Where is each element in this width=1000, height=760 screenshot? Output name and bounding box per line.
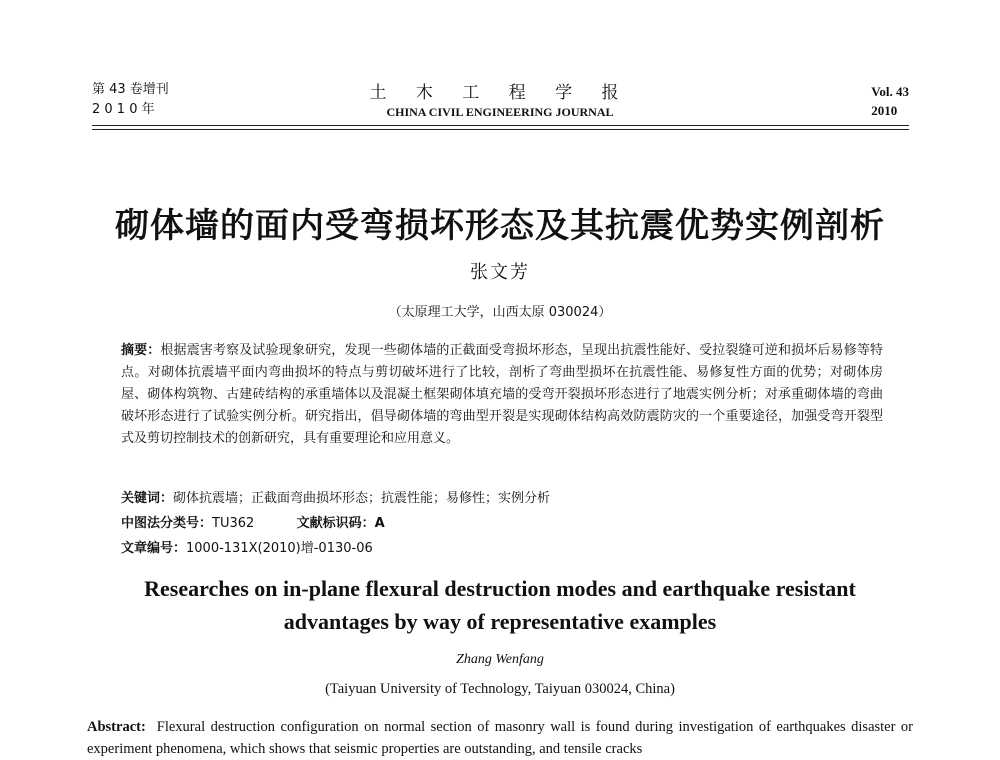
doc-code-label: 文献标识码： — [296, 516, 375, 531]
affiliation-en: (Taiyuan University of Technology, Taiyuan 030024, China) — [325, 681, 675, 697]
abstract-en — [87, 716, 913, 760]
journal-name-en: CHINA CIVIL ENGINEERING JOURNAL — [386, 105, 614, 119]
article-no-value: 1000-131X(2010)增-0130-06 — [186, 541, 373, 556]
article-no-label: 文章编号： — [121, 541, 187, 556]
keywords — [121, 487, 550, 506]
paper-title-en-line1: Researches on in-plane flexural destruction modes and earthquake resistant — [144, 576, 856, 601]
header-rule-thin — [92, 129, 909, 130]
article-number — [121, 537, 373, 556]
journal-name — [0, 78, 1000, 120]
doc-code-value: A — [374, 516, 385, 531]
abstract-en-text: Flexural destruction configuration on normal section of masonry wall is found during investigation of earthquakes disaster or experiment phenomena, which shows that seismic properties are outstanding, and tensile cracks — [87, 719, 914, 757]
header-rule-thick — [92, 125, 909, 126]
paper-title-en — [0, 572, 1000, 638]
abstract-cn — [121, 340, 883, 450]
year-cn: 2 0 1 0 年 — [92, 102, 155, 117]
abstract-cn-text: 根据震害考察及试验现象研究，发现一些砌体墙的正截面受弯损坏形态，呈现出抗震性能好、受拉裂缝可逆和损坏后易修等特点。对砌体抗震墙平面内弯曲损坏的特点与剪切破坏进行了比较，剖析了弯曲型损坏在抗震性能、易修复性方面的优势；对砌体房屋、砌体构筑物、古建砖结构的承重墙体以及混凝土框架砌体填充墙的受弯开裂损坏形态进行了地震实例分析；对承重砌体墙的弯曲破坏形态进行了试验实例分析。研究指出，倡导砌体墙的弯曲型开裂是实现砌体结构高效防震防灾的一个重要途径，加强受弯开裂型式及剪切控制技术的创新研究，具有重要理论和应用意义。 — [121, 343, 883, 446]
paper-title-en-line2: advantages by way of representative examples — [283, 609, 717, 634]
journal-name-cn: 土 木 工 程 学 报 — [369, 83, 631, 103]
author-name-en: Zhang Wenfang — [456, 652, 544, 667]
abstract-cn-label: 摘要： — [121, 343, 161, 358]
classification — [121, 512, 385, 531]
abstract-en-label: Abstract: — [87, 719, 146, 735]
volume-number: Vol. 43 — [871, 84, 909, 99]
affiliation-cn: （太原理工大学，山西太原 030024） — [388, 305, 612, 320]
year: 2010 — [871, 103, 898, 118]
author-name-cn: 张文芳 — [470, 262, 530, 283]
keywords-label: 关键词： — [121, 491, 174, 506]
volume-supplement: 第 43 卷增刊 — [92, 82, 169, 97]
clc-label: 中图法分类号： — [121, 516, 213, 531]
keywords-text: 砌体抗震墙；正截面弯曲损坏形态；抗震性能；易修性；实例分析 — [173, 491, 551, 506]
volume-info — [871, 82, 909, 120]
paper-title-cn: 砌体墙的面内受弯损坏形态及其抗震优势实例剖析 — [115, 206, 885, 246]
clc-value: TU362 — [212, 516, 255, 531]
